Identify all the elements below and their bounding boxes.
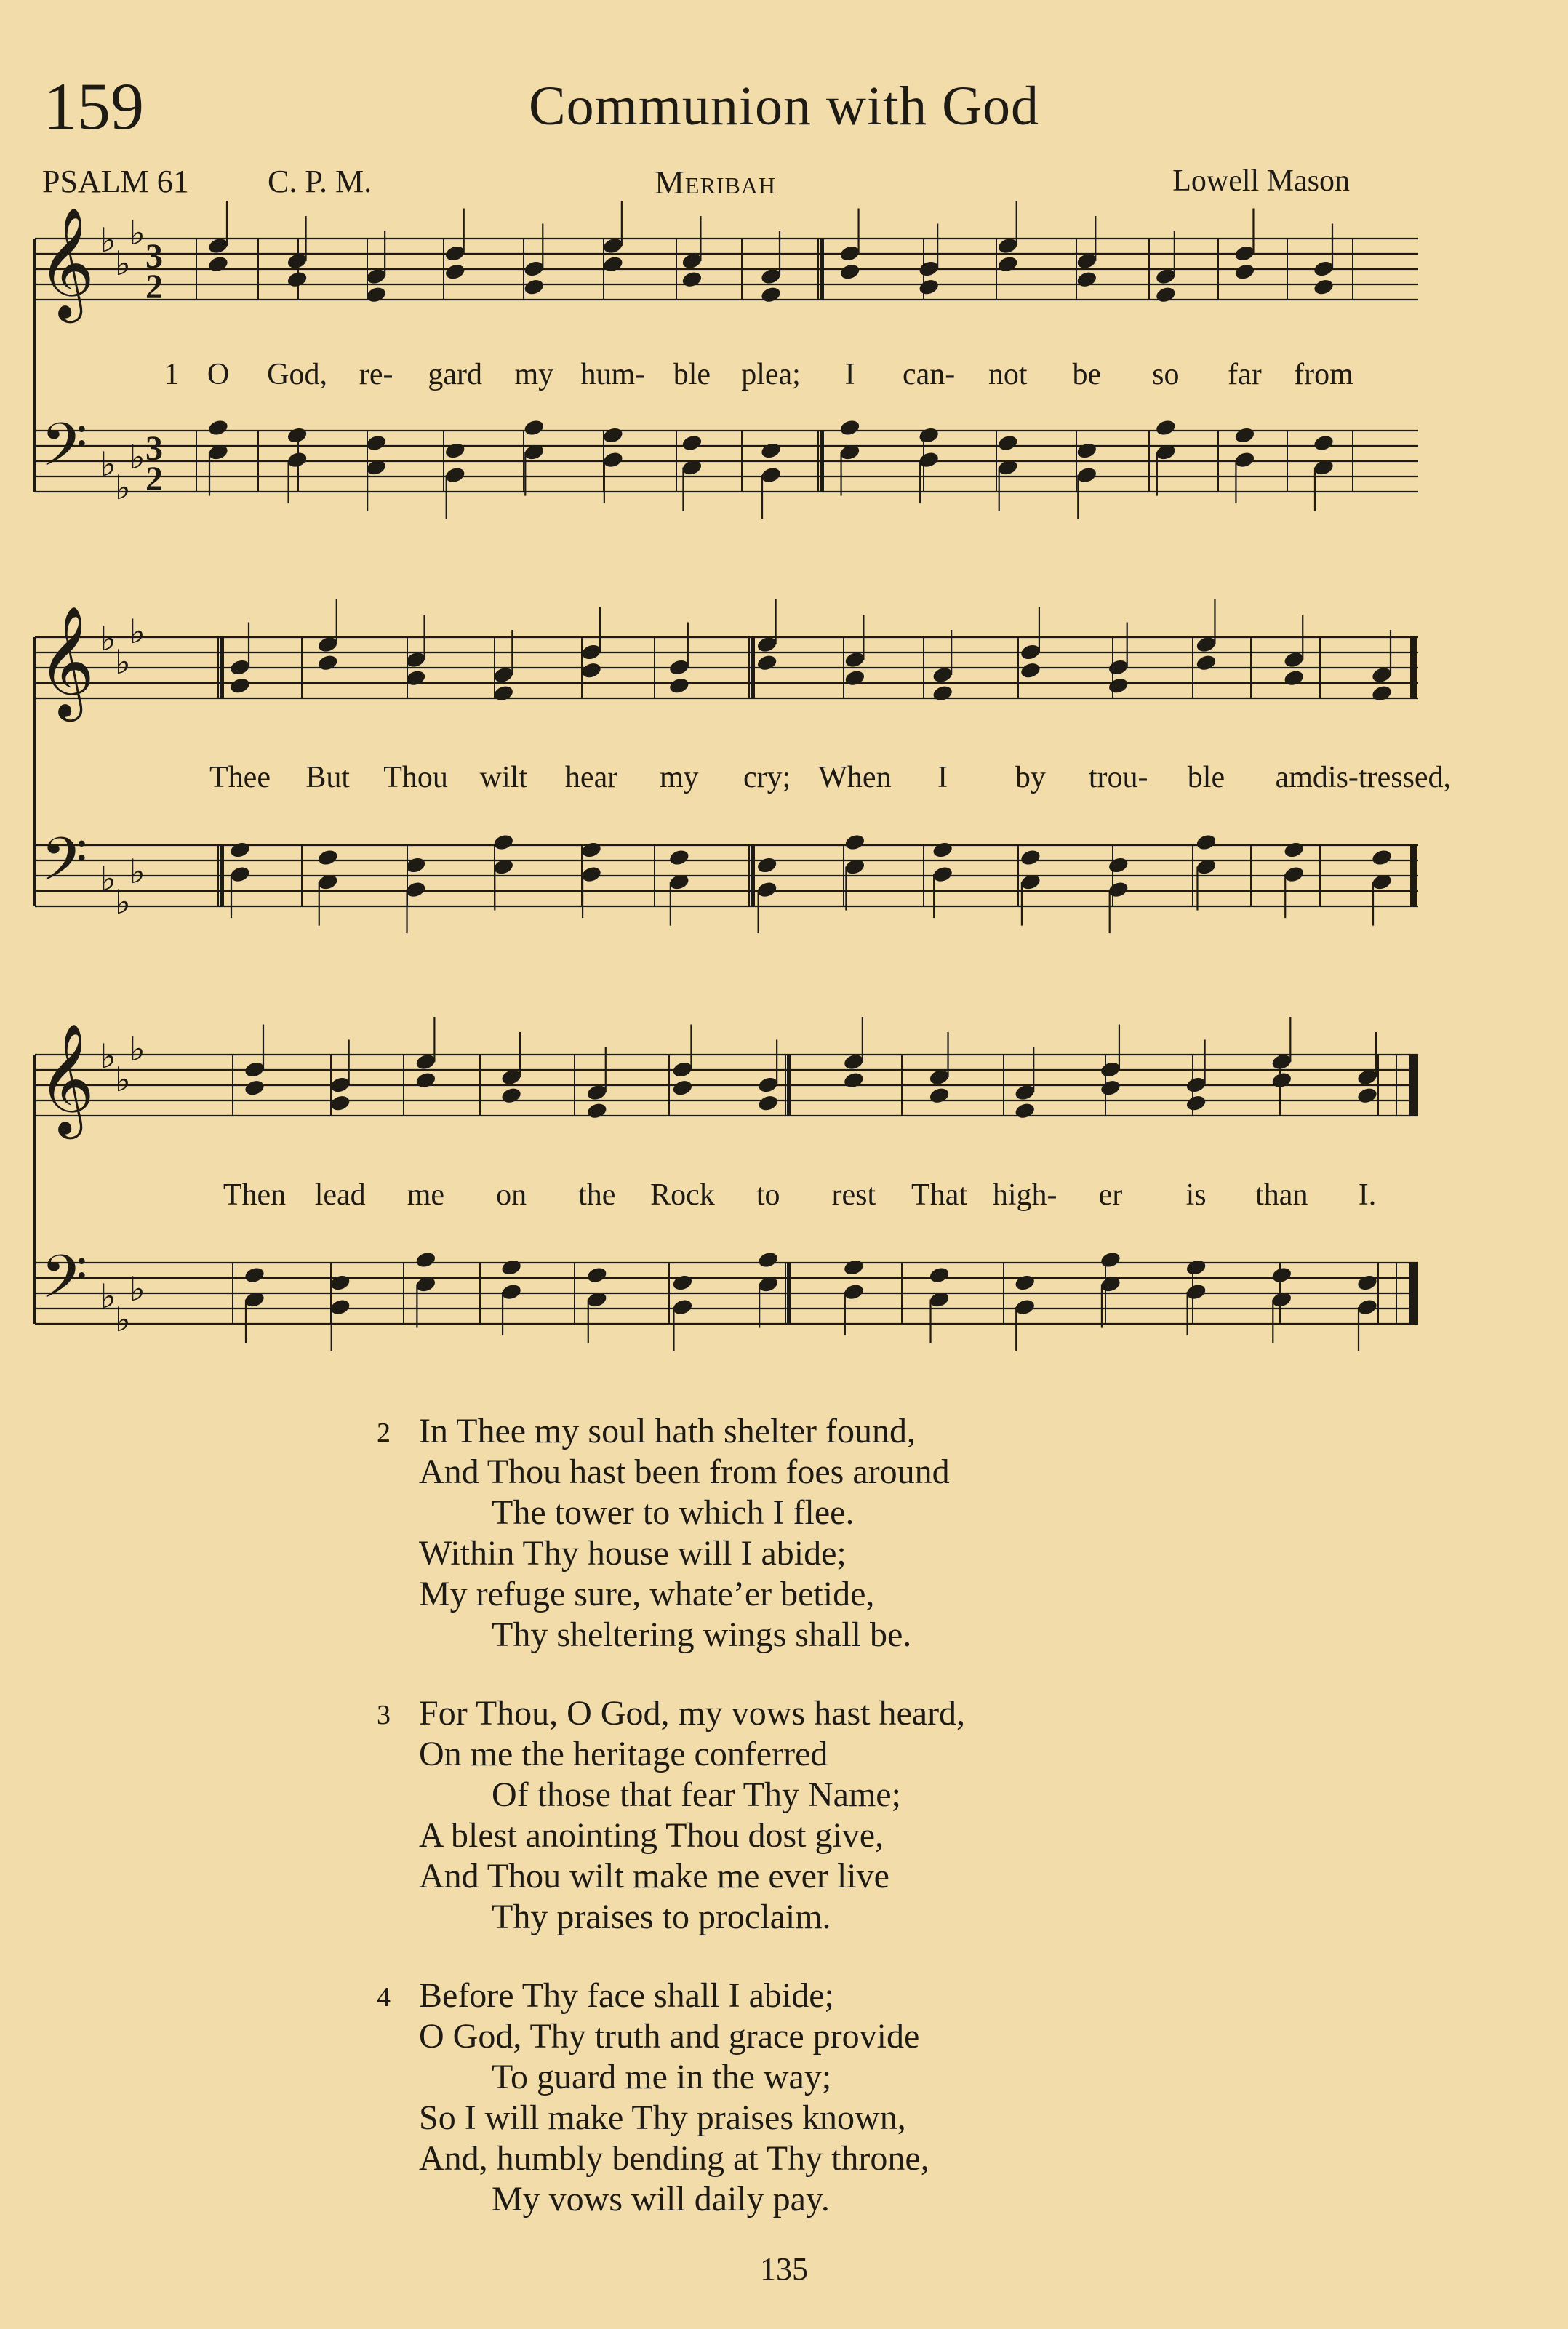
verse-line: O God, Thy truth and grace provide: [419, 2017, 920, 2056]
note-head: [1233, 263, 1256, 281]
note-head: [932, 865, 954, 884]
note-head: [1313, 260, 1335, 279]
lyric-syllable: than: [1255, 1178, 1308, 1212]
note-head: [1283, 841, 1305, 860]
hymn-title: Communion with God: [528, 76, 1040, 137]
note-head: [1371, 848, 1393, 867]
verse-line: The tower to which I flee.: [492, 1493, 855, 1532]
note-head: [500, 1258, 523, 1277]
note-head: [1283, 668, 1305, 687]
flat-icon: ♭: [100, 222, 116, 259]
note-head: [244, 1060, 266, 1079]
lyric-syllable: That: [911, 1178, 968, 1212]
note-head: [329, 1298, 351, 1317]
bass-thick-barline: [220, 845, 224, 906]
note-head: [1107, 676, 1129, 695]
lyric-syllable: me: [407, 1178, 445, 1212]
bass-thick-barline: [1412, 845, 1417, 906]
verse-line: And Thou wilt make me ever live: [419, 1857, 889, 1895]
verse-line: Before Thy face shall I abide;: [419, 1976, 834, 2015]
lyric-syllable: dis-tressed,: [1312, 761, 1452, 794]
note-head: [602, 255, 625, 273]
note-head: [286, 426, 308, 445]
flat-icon: ♭: [100, 446, 116, 483]
verse-line: Within Thy house will I abide;: [419, 1534, 847, 1573]
lyric-syllable: re-: [359, 358, 393, 391]
note-head: [671, 1298, 694, 1317]
flat-icon: ♭: [129, 613, 145, 650]
lyric-syllable: so: [1152, 358, 1180, 391]
treble-clef-icon: 𝄞: [38, 605, 95, 717]
note-head: [523, 418, 545, 437]
note-head: [1107, 658, 1129, 677]
note-head: [757, 1094, 780, 1113]
note-head: [1271, 1071, 1293, 1090]
note-head: [1233, 426, 1256, 445]
lyric-syllable: lead: [314, 1178, 366, 1212]
treble-thick-barline: [751, 637, 755, 698]
note-head: [760, 466, 783, 484]
note-head: [932, 684, 954, 703]
hymn-number: 159: [44, 69, 144, 143]
lyric-syllable: Rock: [650, 1178, 715, 1212]
flat-icon: ♭: [129, 853, 145, 890]
note-head: [1020, 848, 1042, 867]
note-head: [444, 263, 466, 281]
note-head: [316, 653, 339, 672]
lyric-syllable: I: [844, 358, 855, 391]
note-head: [329, 1274, 351, 1293]
note-head: [671, 1274, 694, 1293]
lyric-syllable: high-: [992, 1178, 1057, 1212]
note-head: [580, 661, 603, 680]
flat-icon: ♭: [129, 439, 145, 476]
note-head: [996, 434, 1019, 452]
bass-clef-icon: 𝄢: [41, 410, 88, 495]
note-head: [843, 1258, 865, 1277]
lyric-syllable: O: [207, 358, 230, 391]
note-head: [760, 285, 783, 304]
note-head: [1155, 285, 1177, 304]
note-head: [918, 278, 940, 297]
note-head: [1185, 1094, 1207, 1113]
note-head: [1014, 1101, 1036, 1120]
lyric-syllable: But: [305, 761, 351, 794]
page-number: 135: [760, 2251, 808, 2287]
flat-icon: ♭: [129, 1271, 145, 1308]
note-head: [329, 1076, 351, 1095]
note-head: [681, 434, 703, 452]
note-head: [1195, 653, 1217, 672]
note-head: [839, 263, 861, 281]
note-head: [844, 668, 866, 687]
lyric-syllable: rest: [831, 1178, 876, 1212]
treble-thick-barline: [820, 239, 824, 300]
note-head: [928, 1266, 951, 1285]
note-head: [523, 278, 545, 297]
note-head: [1076, 442, 1098, 460]
note-head: [760, 442, 783, 460]
flat-icon: ♭: [100, 620, 116, 658]
lyric-syllable: my: [660, 761, 699, 794]
note-head: [1155, 418, 1177, 437]
verse-line: My vows will daily pay.: [492, 2180, 830, 2218]
note-head: [1100, 1250, 1122, 1269]
note-head: [585, 1101, 608, 1120]
note-head: [918, 450, 940, 469]
time-signature: 3: [145, 429, 163, 468]
note-head: [1233, 244, 1256, 263]
note-head: [681, 270, 703, 289]
flat-icon: ♭: [115, 1061, 131, 1098]
lyric-syllable: hum-: [580, 358, 646, 391]
composer: Lowell Mason: [1172, 164, 1350, 198]
verse-line: In Thee my soul hath shelter found,: [419, 1412, 916, 1450]
time-signature: 3: [145, 237, 163, 276]
note-head: [585, 1266, 608, 1285]
note-head: [207, 418, 230, 437]
note-head: [1020, 643, 1042, 662]
note-head: [602, 450, 625, 469]
verse-line: To guard me in the way;: [492, 2058, 832, 2096]
lyric-syllable: trou-: [1088, 761, 1148, 794]
note-head: [229, 841, 252, 860]
note-head: [365, 285, 388, 304]
lyric-syllable: I: [937, 761, 948, 794]
verse-4: [378, 1976, 965, 2220]
note-head: [1356, 1274, 1379, 1293]
note-head: [580, 841, 603, 860]
bass-clef-icon: 𝄢: [41, 824, 88, 909]
flat-icon: ♭: [115, 884, 131, 921]
note-head: [918, 260, 940, 279]
note-head: [329, 1094, 351, 1113]
note-head: [839, 418, 861, 437]
treble-clef-icon: 𝄞: [38, 207, 95, 319]
verse-line: And, humbly bending at Thy throne,: [419, 2139, 929, 2178]
note-head: [844, 833, 866, 852]
verse-line: So I will make Thy praises known,: [419, 2098, 906, 2137]
note-head: [229, 676, 252, 695]
note-head: [1185, 1076, 1207, 1095]
meter: C. P. M.: [268, 164, 372, 199]
lyric-syllable: not: [988, 358, 1028, 391]
note-head: [918, 426, 940, 445]
flat-icon: ♭: [115, 644, 131, 681]
verse-2: [378, 1411, 965, 1655]
note-head: [1195, 833, 1217, 852]
note-head: [671, 1060, 694, 1079]
lyric-syllable: plea;: [741, 358, 801, 391]
note-head: [1014, 1298, 1036, 1317]
final-barline: [1412, 1055, 1418, 1116]
lyric-syllable: God,: [267, 358, 327, 391]
note-head: [492, 684, 515, 703]
lyric-syllable: be: [1072, 358, 1102, 391]
lyric-syllable: my: [514, 358, 554, 391]
note-head: [500, 1086, 523, 1105]
flat-icon: ♭: [115, 469, 131, 506]
verse-line: Of those that fear Thy Name;: [492, 1775, 901, 1814]
note-head: [229, 865, 252, 884]
note-head: [671, 1079, 694, 1098]
lyric-syllable: from: [1294, 358, 1353, 391]
lyric-syllable: is: [1185, 1178, 1207, 1212]
note-head: [580, 643, 603, 662]
lyric-syllable: to: [756, 1178, 780, 1212]
lyric-syllable: wilt: [479, 761, 527, 794]
tune-name: Meribah: [655, 164, 777, 201]
note-head: [229, 658, 252, 677]
note-head: [523, 260, 545, 279]
note-head: [365, 434, 388, 452]
final-barline: [1412, 1263, 1418, 1324]
flat-icon: ♭: [100, 1278, 116, 1315]
note-head: [500, 1282, 523, 1301]
lyric-syllable: am: [1275, 761, 1313, 794]
lyric-syllable: gard: [428, 358, 483, 391]
note-head: [1185, 1258, 1207, 1277]
note-head: [1076, 270, 1098, 289]
verse-line: On me the heritage conferred: [419, 1735, 828, 1773]
note-head: [580, 865, 603, 884]
note-head: [1371, 684, 1393, 703]
lyric-syllable: er: [1098, 1178, 1123, 1212]
additional-verses: [378, 1411, 965, 2258]
note-head: [1100, 1060, 1122, 1079]
note-head: [1283, 865, 1305, 884]
lyric-syllable: Then: [223, 1178, 287, 1212]
note-head: [415, 1250, 437, 1269]
note-head: [756, 653, 778, 672]
verse-number-1: 1: [164, 358, 180, 391]
note-head: [1100, 1079, 1122, 1098]
verse-line: Thy praises to proclaim.: [492, 1898, 831, 1936]
note-head: [668, 848, 691, 867]
note-head: [928, 1086, 951, 1105]
note-head: [1233, 450, 1256, 469]
treble-thick-barline: [1412, 637, 1417, 698]
note-head: [602, 426, 625, 445]
verse-number: 2: [377, 1418, 391, 1448]
note-head: [839, 244, 861, 263]
note-head: [286, 450, 308, 469]
verse-line: Thy sheltering wings shall be.: [492, 1615, 912, 1654]
note-head: [492, 833, 515, 852]
lyric-syllable: ble: [1187, 761, 1225, 794]
lyric-syllable: by: [1015, 761, 1046, 794]
verse-3: [378, 1693, 965, 1938]
bass-thick-barline: [751, 845, 755, 906]
note-head: [1185, 1282, 1207, 1301]
note-head: [1271, 1266, 1293, 1285]
lyric-syllable: When: [818, 761, 892, 794]
note-head: [1313, 434, 1335, 452]
note-head: [286, 270, 308, 289]
flat-icon: ♭: [129, 1031, 145, 1068]
note-head: [1356, 1086, 1379, 1105]
time-signature: 2: [145, 460, 163, 498]
note-head: [1107, 856, 1129, 875]
note-head: [444, 442, 466, 460]
note-head: [244, 1079, 266, 1098]
lyric-syllable: can-: [903, 358, 956, 391]
lyric-syllable: Thou: [383, 761, 448, 794]
lyric-syllable: ble: [673, 358, 711, 391]
treble-clef-icon: 𝄞: [38, 1023, 95, 1135]
verse-line: For Thou, O God, my vows hast heard,: [419, 1694, 966, 1733]
flat-icon: ♭: [115, 1301, 131, 1338]
note-head: [843, 1282, 865, 1301]
time-signature: 2: [145, 268, 163, 306]
note-head: [843, 1071, 865, 1090]
note-head: [757, 1076, 780, 1095]
verse-number: 3: [377, 1700, 391, 1730]
lyric-syllable: hear: [564, 761, 618, 794]
lyric-syllable: Thee: [209, 761, 271, 794]
bass-thick-barline: [787, 1263, 791, 1324]
lyric-syllable: on: [496, 1178, 527, 1212]
note-head: [668, 658, 691, 677]
bass-clef-icon: 𝄢: [41, 1242, 88, 1327]
note-head: [244, 1266, 266, 1285]
flat-icon: ♭: [115, 245, 131, 282]
lyric-syllable: I.: [1358, 1178, 1377, 1212]
note-head: [932, 841, 954, 860]
flat-icon: ♭: [129, 215, 145, 252]
verse-line: My refuge sure, whate’er betide,: [419, 1575, 875, 1613]
note-head: [1014, 1274, 1036, 1293]
note-head: [1020, 661, 1042, 680]
note-head: [207, 255, 230, 273]
note-head: [444, 466, 466, 484]
bass-thick-barline: [820, 431, 824, 492]
note-head: [415, 1071, 437, 1090]
note-head: [1076, 466, 1098, 484]
note-head: [444, 244, 466, 263]
note-head: [668, 676, 691, 695]
flat-icon: ♭: [100, 860, 116, 898]
lyric-syllable: cry;: [743, 761, 791, 794]
note-head: [1356, 1298, 1379, 1317]
note-head: [1313, 278, 1335, 297]
lyric-syllable: the: [578, 1178, 616, 1212]
verse-line: A blest anointing Thou dost give,: [419, 1816, 884, 1855]
note-head: [316, 848, 339, 867]
verse-number: 4: [377, 1982, 391, 2013]
note-head: [1107, 880, 1129, 899]
lyric-syllable: far: [1228, 358, 1262, 391]
note-head: [756, 880, 778, 899]
verse-line: And Thou hast been from foes around: [419, 1453, 950, 1491]
note-head: [996, 255, 1019, 273]
note-head: [757, 1250, 780, 1269]
psalm-reference: PSALM 61: [42, 164, 189, 199]
treble-thick-barline: [220, 637, 224, 698]
flat-icon: ♭: [100, 1038, 116, 1075]
note-head: [756, 856, 778, 875]
treble-thick-barline: [787, 1055, 791, 1116]
